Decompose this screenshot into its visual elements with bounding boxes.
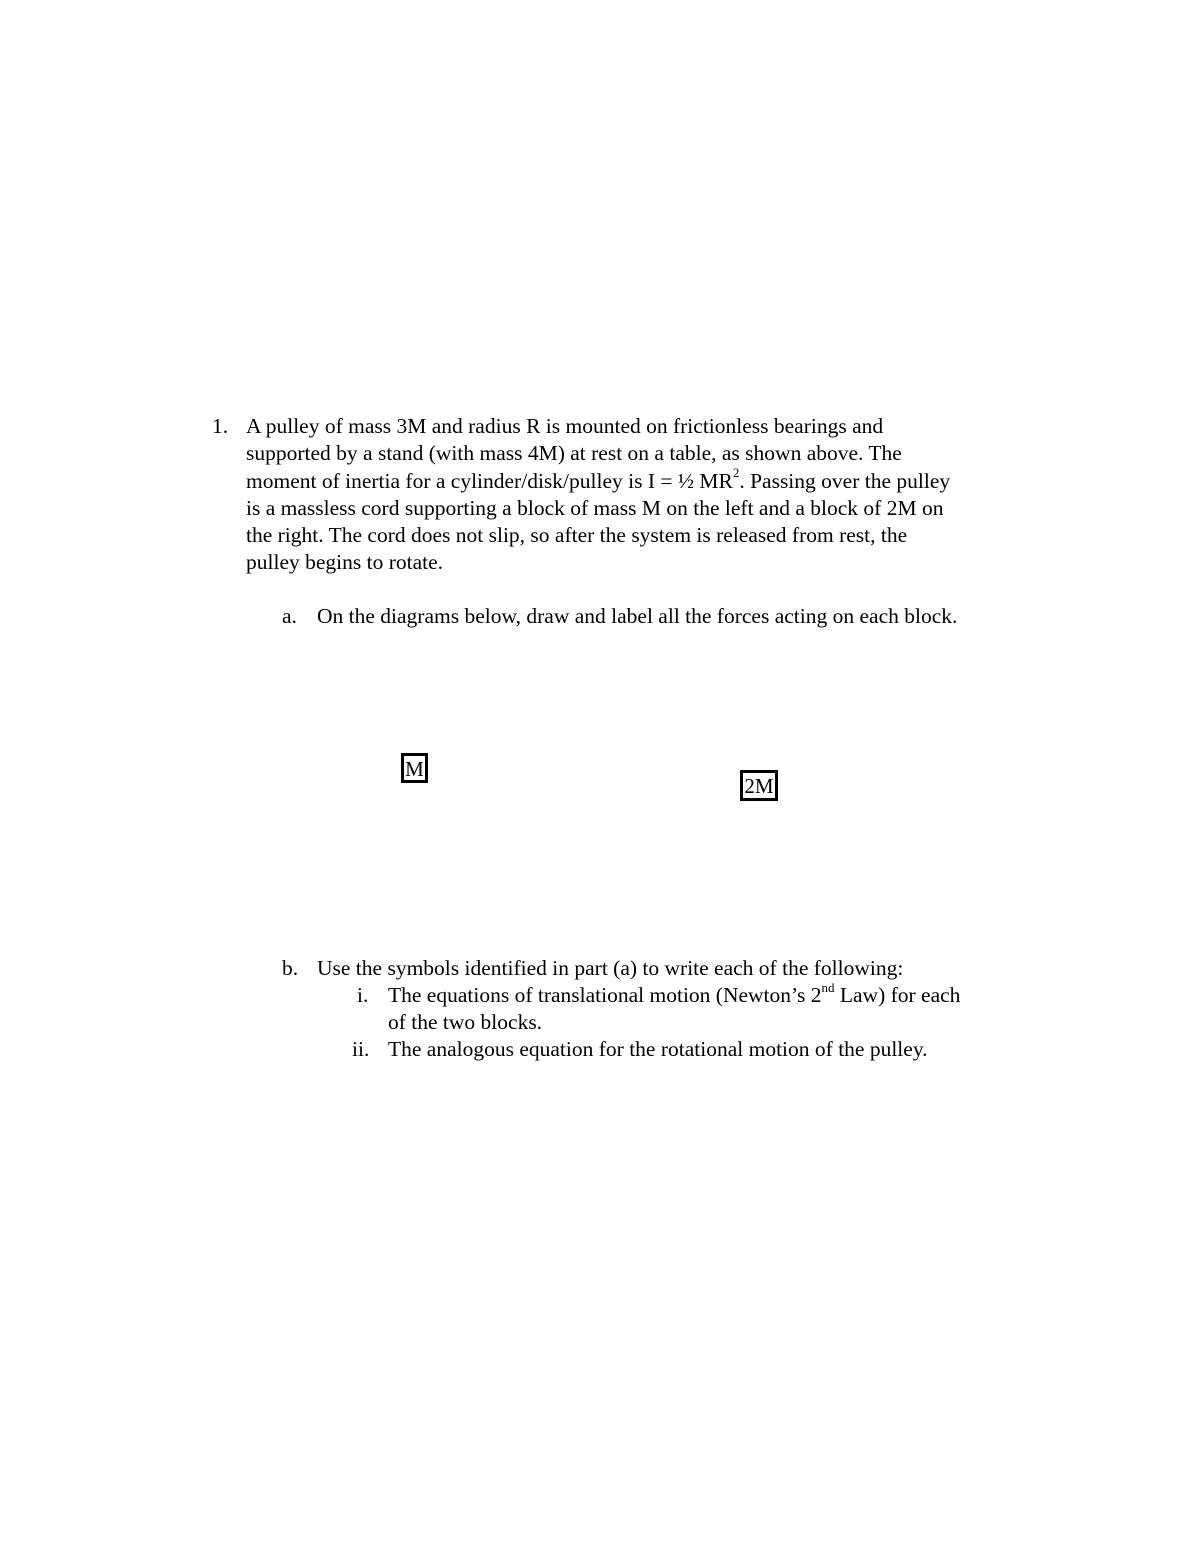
block-m-box [401,753,428,783]
question-line-6: pulley begins to rotate. [246,550,444,575]
block-m-label: M [405,757,424,781]
part-b-text: Use the symbols identified in part (a) to write each of the following: [317,956,904,980]
part-b-label: b. [282,956,299,980]
part-a-text: On the diagrams below, draw and label all the forces acting on each block. [317,604,958,628]
item-ii-label: ii. [352,1037,370,1061]
question-line-3 [246,465,1036,495]
question-line-2: supported by a stand (with mass 4M) at rest on a table, as shown above. The [246,441,902,466]
item-i-line-2: of the two blocks. [388,1010,543,1034]
squared-superscript: 2 [732,465,740,481]
item-ii-text: The analogous equation for the rotational motion of the pulley. [388,1037,928,1061]
block-2m-label: 2M [744,774,774,798]
question-line-4: is a massless cord supporting a block of mass M on the left and a block of 2M on [246,495,944,520]
question-line-3-main: moment of inertia for a cylinder/disk/pulley is I = ½ MR [246,468,733,493]
item-i-text [388,979,961,1009]
part-a-label: a. [282,604,297,628]
question-text [246,413,1036,577]
question-number: 1. [212,414,229,438]
item-i-label: i. [357,983,369,1007]
question-line-1: A pulley of mass 3M and radius R is mounted on frictionless bearings and [246,414,884,438]
block-2m-box [740,770,778,801]
item-i-text-before: The equations of translational motion (Newton’s 2 [388,983,822,1007]
ordinal-superscript: nd [821,979,835,995]
item-i-text-after: Law) for each [834,983,961,1007]
question-line-5: the right. The cord does not slip, so after the system is released from rest, the [246,523,908,548]
question-line-3-tail: . Passing over the pulley [739,468,951,493]
